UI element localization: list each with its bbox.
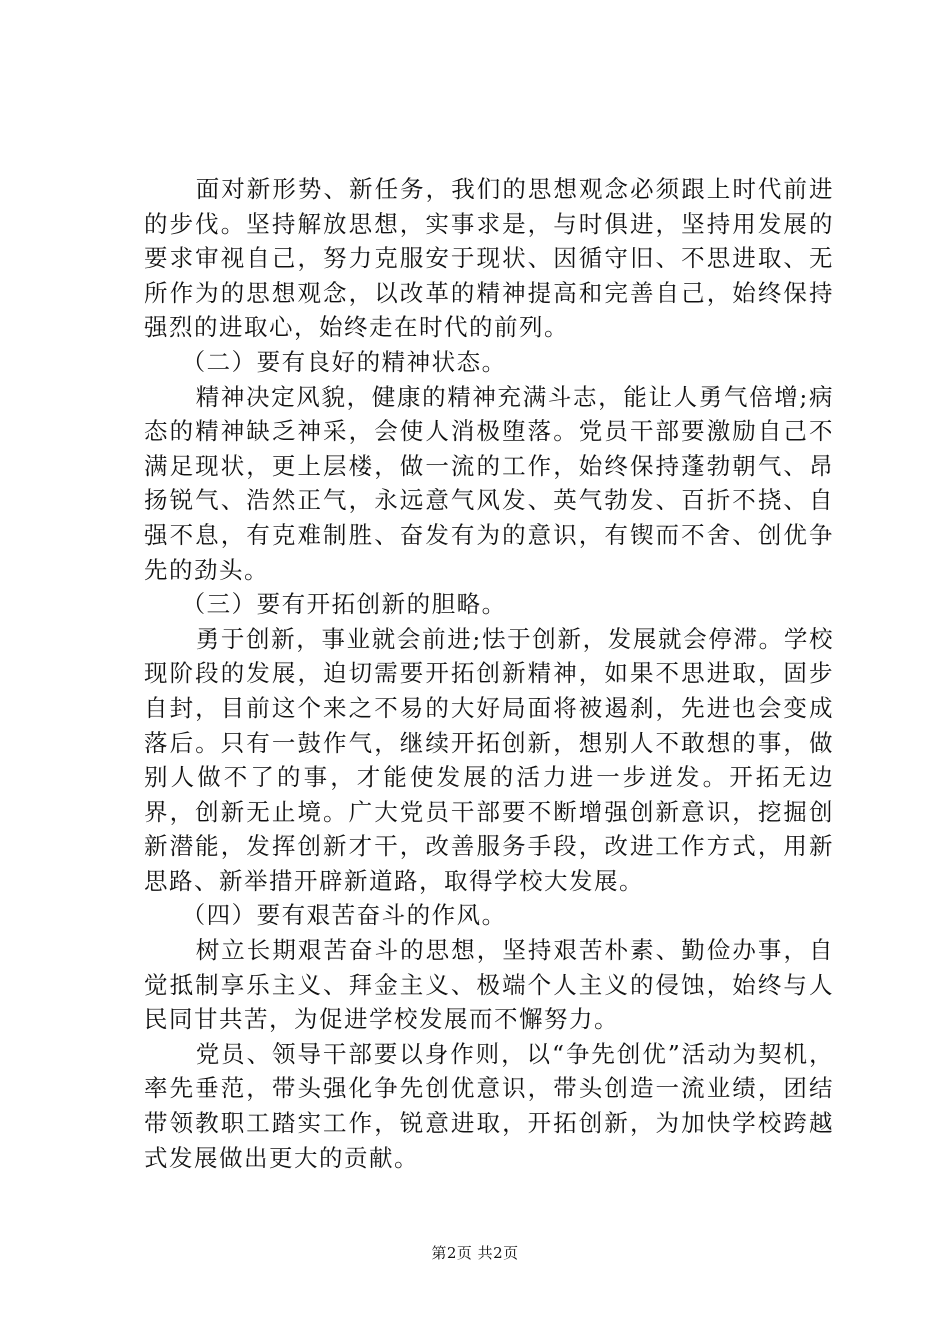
paragraph-spirit: 精神决定风貌，健康的精神充满斗志，能让人勇气倍增;病态的精神缺乏神采，会使人消极堕落。党员干部要激励自己不满足现状，更上层楼，做一流的工作，始终保持蓬勃朝气、昂扬锐气、浩然正气，永远意气风发、英气勃发、百折不挠、自强不息，有克难制胜、奋发有为的意识，有锲而不舍、创优争先的劲头。 xyxy=(144,382,834,584)
paragraph-ideology: 面对新形势、新任务，我们的思想观念必须跟上时代前进的步伐。坚持解放思想，实事求是，与时俱进，坚持用发展的要求审视自己，努力克服安于现状、因循守旧、不思进取、无所作为的思想观念，以改革的精神提高和完善自己，始终保持强烈的进取心，始终走在时代的前列。 xyxy=(144,175,834,342)
section-heading-4: （四）要有艰苦奋斗的作风。 xyxy=(181,901,507,930)
page-footer: 第2页 共2页 xyxy=(431,1244,519,1262)
section-heading-3: （三）要有开拓创新的胆略。 xyxy=(181,590,507,619)
paragraph-conclusion: 党员、领导干部要以身作则，以“争先创优”活动为契机，率先垂范，带头强化争先创优意识，带头创造一流业绩，团结带领教职工踏实工作，锐意进取，开拓创新，为加快学校跨越式发展做出更大的贡献。 xyxy=(144,1039,834,1172)
paragraph-hard-work: 树立长期艰苦奋斗的思想，坚持艰苦朴素、勤俭办事，自觉抵制享乐主义、拜金主义、极端个人主义的侵蚀，始终与人民同甘共苦，为促进学校发展而不懈努力。 xyxy=(144,936,834,1034)
document-body xyxy=(144,172,834,1175)
paragraph-innovation: 勇于创新，事业就会前进;怯于创新，发展就会停滞。学校现阶段的发展，迫切需要开拓创新精神，如果不思进取，固步自封，目前这个来之不易的大好局面将被遏刹，先进也会变成落后。只有一鼓作气，继续开拓创新，想别人不敢想的事，做别人做不了的事，才能使发展的活力进一步迸发。开拓无边界，创新无止境。广大党员干部要不断增强创新意识，挖掘创新潜能，发挥创新才干，改善服务手段，改进工作方式，用新思路、新举措开辟新道路，取得学校大发展。 xyxy=(144,624,834,895)
section-heading-2: （二）要有良好的精神状态。 xyxy=(181,347,507,376)
